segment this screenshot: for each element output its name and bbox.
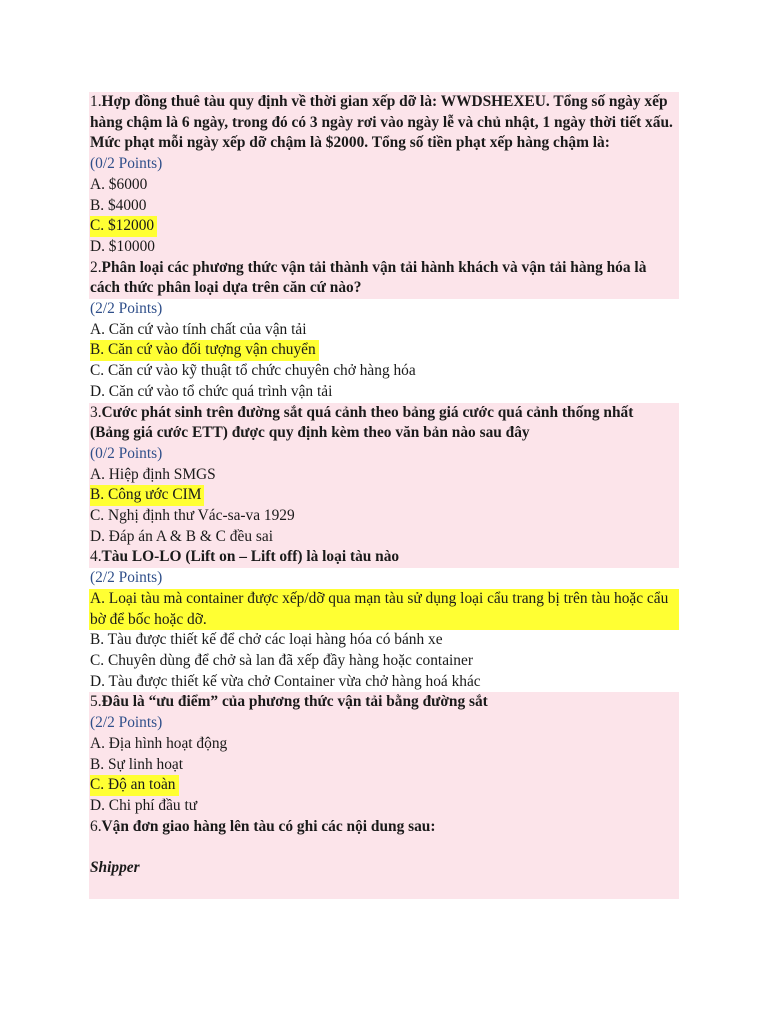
question-number: 5. bbox=[90, 693, 102, 711]
option-c[interactable]: C. Chuyên dùng để chở sà lan đã xếp đầy hàng hoặc container bbox=[89, 651, 679, 672]
option-d[interactable]: D. Tàu được thiết kế vừa chở Container vừa chở hàng hoá khác bbox=[89, 672, 679, 693]
points-label: (2/2 Points) bbox=[89, 299, 679, 320]
option-d[interactable]: D. $10000 bbox=[90, 237, 155, 255]
option-a-selected[interactable]: A. Loại tàu mà container được xếp/dỡ qua mạn tàu sử dụng loại cẩu trang bị trên tàu hoặc cẩu bờ để bốc hoặc dỡ. bbox=[89, 589, 679, 630]
option-d[interactable]: D. Căn cứ vào tổ chức quá trình vận tải bbox=[89, 382, 679, 403]
option-c-selected[interactable] bbox=[89, 216, 679, 237]
question-text bbox=[89, 547, 679, 568]
question-body: Cước phát sinh trên đường sắt quá cảnh theo bảng giá cước quá cảnh thống nhất (Bảng giá cước ETT) được quy định kèm theo văn bản nào sau đây bbox=[90, 403, 634, 442]
question-block-4 bbox=[89, 547, 679, 568]
question-number: 2. bbox=[90, 258, 102, 276]
question-text bbox=[89, 817, 679, 838]
option-b[interactable]: B. Tàu được thiết kế để chở các loại hàng hóa có bánh xe bbox=[89, 630, 679, 651]
block-tail bbox=[89, 879, 679, 899]
answer-highlight: C. $12000 bbox=[90, 216, 157, 237]
question-block-5 bbox=[89, 692, 679, 816]
quiz-document bbox=[89, 92, 679, 899]
question-body: Vận đơn giao hàng lên tàu có ghi các nội dung sau: bbox=[101, 817, 436, 835]
question-number: 4. bbox=[90, 548, 102, 566]
question-number: 6. bbox=[90, 817, 102, 835]
answer-highlight: B. Công ước CIM bbox=[90, 485, 204, 506]
question-number: 1. bbox=[90, 93, 102, 110]
question-body: Phân loại các phương thức vận tải thành vận tải hành khách và vận tải hàng hóa là cách thức phân loại dựa trên căn cứ nào? bbox=[90, 258, 647, 297]
question-number: 3. bbox=[90, 403, 102, 421]
option-a[interactable]: A. Hiệp định SMGS bbox=[90, 465, 216, 483]
answer-highlight: C. Độ an toàn bbox=[90, 775, 179, 796]
question-body: Hợp đồng thuê tàu quy định về thời gian xếp dỡ là: WWDSHEXEU. Tổng số ngày xếp hàng chậm là 6 ngày, trong đó có 3 ngày rơi vào ngày lễ và chủ nhật, 1 ngày thời tiết xấu. Mức phạt mỗi ngày xếp dỡ chậm là $2000. Tổng số tiền phạt xếp hàng chậm là: bbox=[90, 93, 673, 152]
question-block-6 bbox=[89, 817, 679, 899]
points-label: (2/2 Points) bbox=[89, 568, 679, 589]
points-label: (2/2 Points) bbox=[90, 714, 163, 732]
question-text bbox=[89, 692, 679, 713]
option-c-selected[interactable] bbox=[89, 775, 679, 796]
option-b[interactable]: B. Sự linh hoạt bbox=[90, 755, 183, 773]
option-b-selected[interactable] bbox=[89, 485, 679, 506]
blank-line bbox=[89, 837, 679, 858]
question-body: Đâu là “ưu điểm” của phương thức vận tải bằng đường sắt bbox=[101, 693, 488, 711]
points-label: (0/2 Points) bbox=[90, 155, 163, 173]
question-body: Tàu LO-LO (Lift on – Lift off) là loại tàu nào bbox=[101, 548, 400, 566]
option-a[interactable]: A. $6000 bbox=[90, 175, 148, 193]
answer-highlight: B. Căn cứ vào đối tượng vận chuyển bbox=[90, 340, 319, 361]
option-b[interactable]: B. $4000 bbox=[90, 196, 147, 214]
option-d[interactable]: D. Chi phí đầu tư bbox=[90, 796, 198, 814]
option-a[interactable]: A. Địa hình hoạt động bbox=[90, 734, 228, 752]
option-d[interactable]: D. Đáp án A & B & C đều sai bbox=[90, 527, 273, 545]
question-block-2 bbox=[89, 258, 679, 299]
question-block-3 bbox=[89, 403, 679, 548]
shipper-label: Shipper bbox=[90, 859, 140, 876]
question-block-1 bbox=[89, 92, 679, 258]
option-b-selected[interactable] bbox=[89, 340, 679, 361]
option-c[interactable]: C. Căn cứ vào kỹ thuật tổ chức chuyên chở hàng hóa bbox=[89, 361, 679, 382]
question-text bbox=[89, 258, 679, 299]
option-a[interactable]: A. Căn cứ vào tính chất của vận tải bbox=[89, 320, 679, 341]
question-text bbox=[89, 92, 679, 154]
question-text bbox=[89, 403, 679, 444]
option-c[interactable]: C. Nghị định thư Vác-sa-va 1929 bbox=[90, 507, 295, 525]
points-label: (0/2 Points) bbox=[90, 444, 163, 462]
